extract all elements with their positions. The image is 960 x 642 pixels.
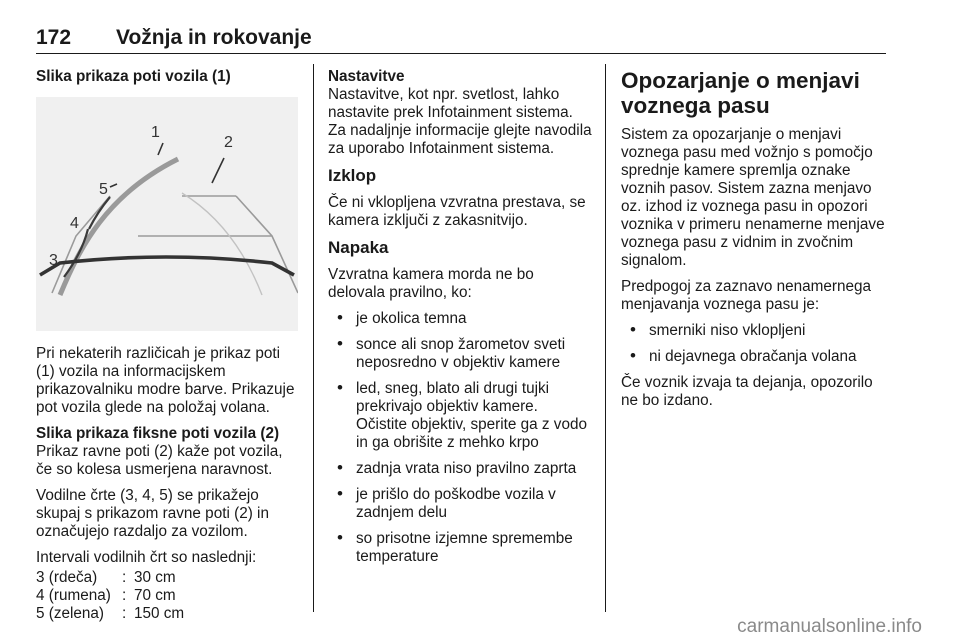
diagram-label-3: 3 [49,252,58,269]
interval-value: 70 cm [134,587,176,604]
guideline-3 [40,257,294,275]
list-item: • so prisotne izjemne spremembe temperature [328,530,592,566]
interval-value: 30 cm [134,569,176,586]
interval-value: 150 cm [134,605,185,622]
paragraph-settings: Nastavitve, kot npr. svetlost, lahko nastavite prek Infotainment sistema. Za nadaljnje informacije glejte navodila za uporabo Infotainment sistema. [328,86,592,157]
header-rule [36,53,886,54]
section-heading-lane-departure: Opozarjanje o menjavi voznega pasu [621,68,860,118]
paragraph-off: Če ni vklopljena vzvratna prestava, se kamera izključi z zakasnitvijo. [328,194,586,229]
guideline-illustration [36,97,298,331]
table-row [36,587,184,605]
paragraph-intervals-intro: Intervali vodilnih črt so naslednji: [36,549,257,566]
column-2 [328,68,592,574]
callout-line-1 [158,143,163,155]
diagram-label-4: 4 [70,215,79,232]
fault-list [328,310,592,566]
list-item: • je prišlo do poškodbe vozila v zadnjem delu [328,486,592,522]
callout-line-5 [110,184,117,187]
interval-separator: : [122,569,127,586]
list-item: • sonce ali snop žarometov sveti neposredno v objektiv kamere [328,336,592,372]
list-item: • je okolica temna [328,310,592,328]
straight-path-line-right [236,196,298,293]
guideline-intervals-table [36,569,184,623]
list-item: • smerniki niso vklopljeni [621,322,891,340]
paragraph-prerequisite: Predpogoj za zaznavo nenamernega menjavanja voznega pasu je: [621,278,872,313]
paragraph-lane-system: Sistem za opozarjanje o menjavi voznega pasu med vožnjo s pomočjo sprednje kamere spremlja oznake voznih pasov. Sistem zazna menjavo oz. izhod iz voznega pasu in opozori voznika v primeru nenamerne menjave voznega pasu z vidnim in zvočnim signalom. [621,126,885,269]
callout-line-2 [212,158,224,183]
prerequisite-list [621,322,891,366]
section-heading-vehicle-path: Slika prikaza poti vozila (1) [36,68,231,85]
column-1 [36,68,300,623]
vehicle-path-line-right [182,193,262,295]
paragraph-guidelines: Vodilne črte (3, 4, 5) se prikažejo skupaj s prikazom ravne poti (2) in označujejo razdaljo za vozilom. [36,487,269,540]
diagram-label-2: 2 [224,134,233,151]
section-heading-off: Izklop [328,166,377,185]
camera-guideline-diagram [36,97,298,331]
page-number: 172 [36,26,72,49]
table-row [36,605,184,623]
straight-path-line-left [52,196,110,293]
list-item: • led, sneg, blato ali drugi tujki prekrivajo objektiv kamere. Očistite objektiv, sperite ga z vodo in ga obrišite z mehko krpo [328,380,592,452]
section-heading-fixed-path: Slika prikaza fiksne poti vozila (2) [36,425,280,442]
interval-label: 3 (rdeča) [36,569,98,586]
interval-label: 5 (zelena) [36,605,105,622]
watermark: carmanualsonline.info [737,616,922,637]
diagram-label-1: 1 [151,124,160,141]
interval-separator: : [122,587,127,604]
diagram-label-5: 5 [99,181,108,198]
page-header [36,26,886,52]
column-divider-1 [313,64,314,612]
list-item: • ni dejavnega obračanja volana [621,348,891,366]
chapter-title: Vožnja in rokovanje [116,26,312,49]
interval-label: 4 (rumena) [36,587,111,604]
list-item: • zadnja vrata niso pravilno zaprta [328,460,592,478]
paragraph-no-warning: Če voznik izvaja ta dejanja, opozorilo ne bo izdano. [621,374,873,409]
paragraph-fixed-path: Prikaz ravne poti (2) kaže pot vozila, če so kolesa usmerjena naravnost. [36,443,283,478]
section-heading-settings: Nastavitve [328,68,405,85]
column-divider-2 [605,64,606,612]
interval-separator: : [122,605,127,622]
column-3 [621,68,891,418]
paragraph-fault-intro: Vzvratna kamera morda ne bo delovala pravilno, ko: [328,266,534,301]
table-row [36,569,184,587]
section-heading-fault: Napaka [328,238,389,257]
paragraph-vehicle-path: Pri nekaterih različicah je prikaz poti (1) vozila na informacijskem prikazovalniku modre barve. Prikazuje pot vozila glede na položaj volana. [36,345,295,416]
